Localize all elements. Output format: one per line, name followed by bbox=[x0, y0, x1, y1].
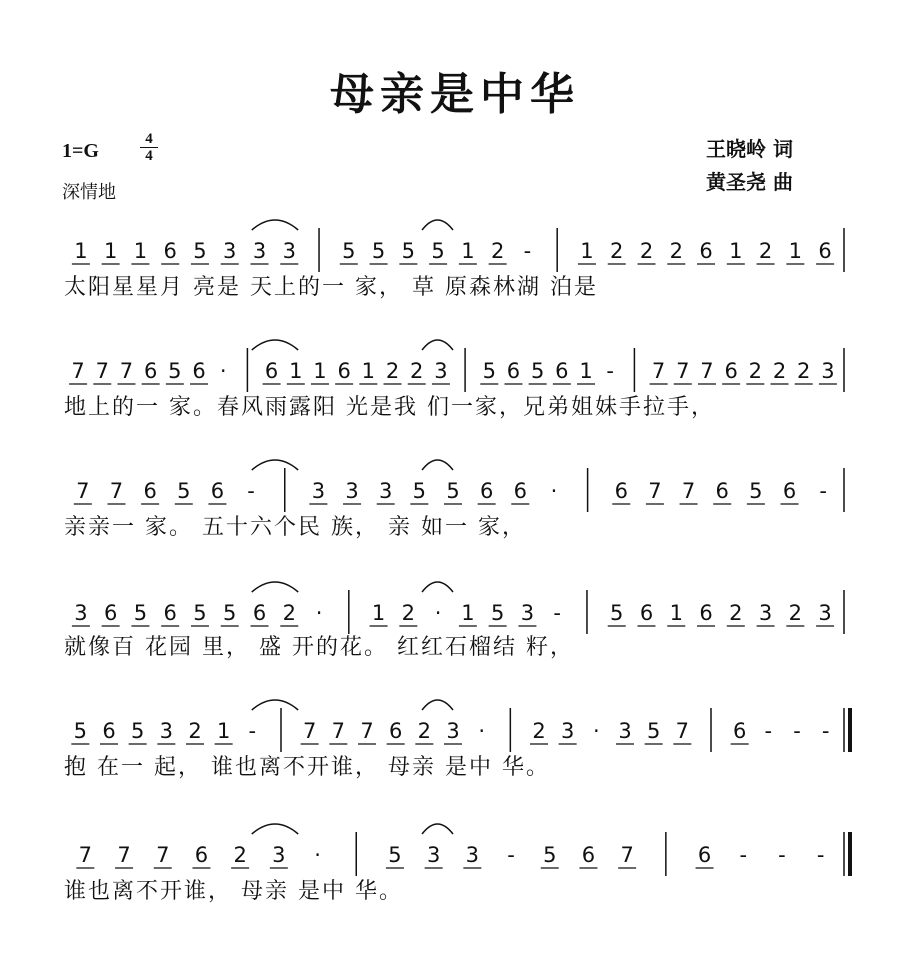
note-digit: 2 bbox=[417, 719, 432, 743]
slur bbox=[422, 460, 453, 470]
note-digit: 2 bbox=[729, 601, 743, 625]
note-digit: 5 bbox=[446, 479, 460, 503]
dash-extension: - bbox=[816, 843, 825, 867]
note-digit: 7 bbox=[76, 479, 90, 503]
note-digit: 5 bbox=[646, 719, 661, 743]
dash-extension: - bbox=[821, 719, 830, 743]
note-digit: 6 bbox=[163, 239, 177, 263]
note-digit: 2 bbox=[610, 239, 624, 263]
note-digit: 3 bbox=[379, 479, 393, 503]
note-digit: 1 bbox=[729, 239, 743, 263]
note-digit: 7 bbox=[156, 843, 170, 867]
note-digit: 2 bbox=[233, 843, 247, 867]
note-digit: 1 bbox=[788, 239, 803, 263]
note-digit: 7 bbox=[119, 359, 134, 383]
dash-extension: - bbox=[523, 239, 532, 263]
slur bbox=[422, 824, 453, 834]
dash-extension: - bbox=[739, 843, 748, 867]
score-system bbox=[69, 340, 844, 392]
note-digit: 2 bbox=[669, 239, 683, 263]
score-system bbox=[72, 582, 844, 634]
note-digit: 7 bbox=[95, 359, 109, 383]
lyricist-credit: 王晓岭 词 bbox=[706, 137, 793, 161]
dot-extension: · bbox=[550, 479, 558, 503]
note-digit: 5 bbox=[193, 601, 207, 625]
dash-extension: - bbox=[764, 719, 773, 743]
note-digit: 2 bbox=[490, 239, 505, 263]
note-digit: 3 bbox=[821, 359, 835, 383]
note-digit: 7 bbox=[302, 719, 317, 743]
note-digit: 3 bbox=[74, 601, 88, 625]
dot-extension: · bbox=[434, 601, 442, 625]
note-digit: 6 bbox=[506, 359, 521, 383]
note-digit: 5 bbox=[490, 601, 505, 625]
composer-credit: 黄圣尧 曲 bbox=[706, 170, 793, 194]
note-digit: 5 bbox=[130, 719, 145, 743]
note-digit: 6 bbox=[194, 843, 209, 867]
note-digit: 5 bbox=[482, 359, 496, 383]
note-digit: 1 bbox=[216, 719, 231, 743]
note-digit: 6 bbox=[388, 719, 403, 743]
note-digit: 2 bbox=[788, 601, 803, 625]
note-digit: 7 bbox=[700, 359, 714, 383]
dot-extension: · bbox=[314, 843, 321, 867]
time-signature-top: 4 bbox=[145, 131, 153, 147]
note-digit: 7 bbox=[71, 359, 85, 383]
note-digit: 1 bbox=[580, 239, 594, 263]
note-digit: 6 bbox=[337, 359, 351, 383]
slur bbox=[252, 582, 298, 592]
note-digit: 7 bbox=[676, 359, 690, 383]
dash-extension: - bbox=[819, 479, 827, 503]
note-digit: 1 bbox=[313, 359, 327, 383]
note-digit: 3 bbox=[159, 719, 174, 743]
note-digit: 7 bbox=[648, 479, 662, 503]
note-digit: 6 bbox=[192, 359, 206, 383]
dot-extension: · bbox=[219, 359, 227, 383]
note-digit: 6 bbox=[699, 601, 713, 625]
note-digit: 6 bbox=[513, 479, 527, 503]
lyric-line: 亲亲一 家。 五十六个民 族， 亲 如一 家， bbox=[64, 515, 526, 540]
tempo-marking: 深情地 bbox=[62, 182, 116, 203]
note-digit: 6 bbox=[614, 479, 628, 503]
note-digit: 2 bbox=[639, 239, 654, 263]
note-digit: 5 bbox=[342, 239, 356, 263]
note-digit: 5 bbox=[610, 601, 624, 625]
note-digit: 6 bbox=[143, 359, 158, 383]
lyric-line: 抱 在一 起， 谁也离不开谁， 母亲 是中 华。 bbox=[64, 755, 550, 780]
note-digit: 2 bbox=[410, 359, 424, 383]
note-digit: 2 bbox=[532, 719, 546, 743]
slur bbox=[252, 220, 298, 230]
note-digit: 5 bbox=[133, 601, 148, 625]
dash-extension: - bbox=[606, 359, 615, 383]
note-digit: 5 bbox=[530, 359, 545, 383]
note-digit: 1 bbox=[371, 601, 386, 625]
note-digit: 3 bbox=[282, 239, 296, 263]
dash-extension: - bbox=[553, 601, 561, 625]
note-digit: 5 bbox=[431, 239, 445, 263]
lyric-line: 地上的一 家。春风雨露阳 光是我 们一家，兄弟姐妹手拉手， bbox=[64, 395, 715, 420]
note-digit: 2 bbox=[282, 601, 296, 625]
score-system bbox=[71, 700, 850, 752]
note-digit: 3 bbox=[252, 239, 267, 263]
score-system bbox=[74, 460, 844, 512]
note-digit: 7 bbox=[360, 719, 374, 743]
slur bbox=[422, 340, 453, 350]
song-title: 母亲是中华 bbox=[330, 69, 580, 120]
note-digit: 2 bbox=[772, 359, 787, 383]
note-digit: 5 bbox=[168, 359, 182, 383]
slur bbox=[252, 340, 298, 350]
note-digit: 6 bbox=[102, 719, 116, 743]
note-digit: 3 bbox=[560, 719, 575, 743]
note-digit: 7 bbox=[675, 719, 690, 743]
note-digit: 6 bbox=[479, 479, 494, 503]
note-digit: 7 bbox=[78, 843, 93, 867]
score-system bbox=[76, 824, 850, 876]
note-digit: 2 bbox=[758, 239, 773, 263]
note-digit: 3 bbox=[311, 479, 326, 503]
note-digit: 5 bbox=[412, 479, 427, 503]
note-digit: 3 bbox=[272, 843, 286, 867]
note-digit: 5 bbox=[749, 479, 763, 503]
note-digit: 6 bbox=[732, 719, 747, 743]
note-digit: 7 bbox=[651, 359, 666, 383]
note-digit: 5 bbox=[223, 601, 237, 625]
note-digit: 6 bbox=[699, 239, 713, 263]
lyric-line: 谁也离不开谁， 母亲 是中 华。 bbox=[64, 879, 403, 904]
note-digit: 5 bbox=[73, 719, 88, 743]
slur bbox=[422, 700, 453, 710]
dash-extension: - bbox=[247, 479, 255, 503]
dash-extension: - bbox=[507, 843, 515, 867]
note-digit: 6 bbox=[639, 601, 654, 625]
note-digit: 5 bbox=[388, 843, 402, 867]
note-digit: 6 bbox=[143, 479, 157, 503]
note-digit: 2 bbox=[188, 719, 202, 743]
note-digit: 2 bbox=[748, 359, 763, 383]
note-digit: 6 bbox=[210, 479, 225, 503]
note-digit: 2 bbox=[797, 359, 811, 383]
note-digit: 7 bbox=[620, 843, 634, 867]
note-digit: 3 bbox=[223, 239, 237, 263]
note-digit: 6 bbox=[163, 601, 177, 625]
note-digit: 1 bbox=[361, 359, 376, 383]
note-digit: 6 bbox=[782, 479, 797, 503]
note-digit: 7 bbox=[117, 843, 131, 867]
dash-extension: - bbox=[248, 719, 257, 743]
note-digit: 2 bbox=[401, 601, 416, 625]
key-signature: 1=G bbox=[62, 140, 99, 162]
note-digit: 6 bbox=[724, 359, 738, 383]
dot-extension: · bbox=[478, 719, 486, 743]
note-digit: 6 bbox=[697, 843, 712, 867]
note-digit: 7 bbox=[681, 479, 696, 503]
note-digit: 6 bbox=[555, 359, 569, 383]
note-digit: 6 bbox=[103, 601, 118, 625]
note-digit: 3 bbox=[520, 601, 535, 625]
note-digit: 3 bbox=[345, 479, 359, 503]
note-digit: 3 bbox=[446, 719, 460, 743]
note-digit: 3 bbox=[434, 359, 448, 383]
note-digit: 5 bbox=[371, 239, 386, 263]
note-digit: 3 bbox=[818, 601, 832, 625]
dash-extension: - bbox=[793, 719, 801, 743]
time-signature-bottom: 4 bbox=[145, 148, 153, 164]
note-digit: 6 bbox=[818, 239, 832, 263]
slur bbox=[422, 582, 453, 592]
note-digit: 6 bbox=[252, 601, 267, 625]
note-digit: 1 bbox=[74, 239, 88, 263]
note-digit: 1 bbox=[289, 359, 303, 383]
slur bbox=[252, 824, 298, 834]
score-system bbox=[72, 220, 844, 272]
note-digit: 7 bbox=[331, 719, 346, 743]
note-digit: 6 bbox=[264, 359, 279, 383]
dot-extension: · bbox=[592, 719, 600, 743]
note-digit: 2 bbox=[385, 359, 400, 383]
note-digit: 5 bbox=[193, 239, 207, 263]
note-digit: 3 bbox=[426, 843, 441, 867]
note-digit: 1 bbox=[461, 239, 475, 263]
lyric-line: 太阳星星月 亮是 天上的一 家， 草 原森林湖 泊是 bbox=[64, 275, 598, 300]
note-digit: 5 bbox=[543, 843, 557, 867]
slur bbox=[422, 220, 453, 230]
note-digit: 1 bbox=[461, 601, 475, 625]
note-digit: 3 bbox=[465, 843, 480, 867]
slur bbox=[252, 700, 298, 710]
note-digit: 1 bbox=[103, 239, 118, 263]
dash-extension: - bbox=[778, 843, 786, 867]
note-digit: 1 bbox=[669, 601, 683, 625]
note-digit: 3 bbox=[758, 601, 773, 625]
note-digit: 1 bbox=[133, 239, 148, 263]
slur bbox=[252, 460, 298, 470]
note-digit: 6 bbox=[581, 843, 596, 867]
note-digit: 6 bbox=[715, 479, 729, 503]
note-digit: 1 bbox=[579, 359, 593, 383]
note-digit: 3 bbox=[618, 719, 632, 743]
note-digit: 5 bbox=[401, 239, 416, 263]
lyric-line: 就像百 花园 里， 盛 开的花。 红红石榴结 籽， bbox=[64, 635, 574, 660]
note-digit: 5 bbox=[177, 479, 191, 503]
note-digit: 7 bbox=[109, 479, 124, 503]
dot-extension: · bbox=[315, 601, 323, 625]
